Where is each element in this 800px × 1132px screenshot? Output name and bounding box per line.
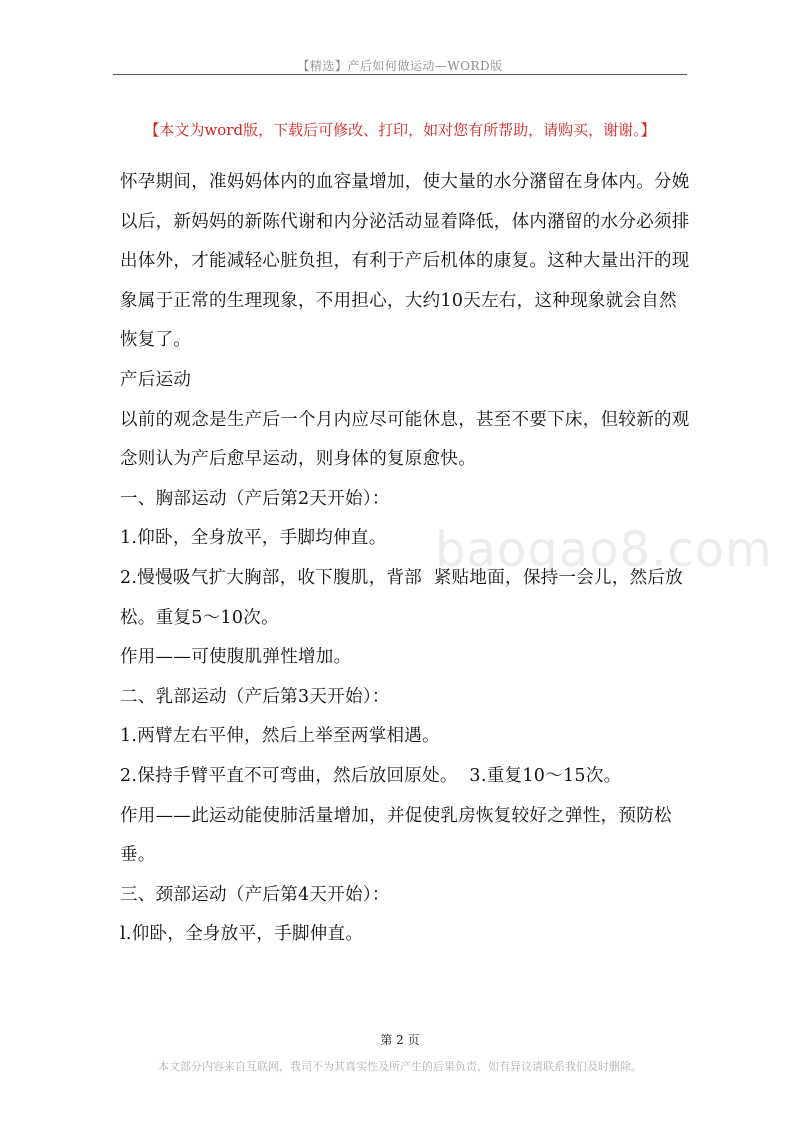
word-version-notice: 【本文为word版，下载后可修改、打印，如对您有所帮助，请购买，谢谢。】	[144, 121, 656, 139]
exercise-step: 1.仰卧，全身放平，手脚均伸直。	[120, 528, 387, 549]
page-number: 第 2 页	[380, 1033, 420, 1047]
exercise-step: l.仰卧，全身放平，手脚伸直。	[120, 924, 364, 945]
exercise-step: 2.保持手臂平直不可弯曲，然后放回原处。 3.重复10～15次。	[120, 765, 622, 786]
exercise-heading-breast: 二、乳部运动（产后第3天开始）：	[120, 686, 390, 707]
footer-disclaimer: 本文部分内容来自互联网，我司不为其真实性及所产生的后果负责，如有异议请联系我们及时删除。	[158, 1060, 642, 1073]
exercise-heading-neck: 三、颈部运动（产后第4天开始）：	[120, 884, 390, 905]
paragraph-intro: 怀孕期间，准妈妈体内的血容量增加，使大量的水分潴留在身体内。分娩以后，新妈妈的新陈代谢和内分泌活动显着降低，体内潴留的水分必须排出体外，才能减轻心脏负担，有利于产后机体的康复。这种大量出汗的现象属于正常的生理现象，不用担心，大约10天左右，这种现象就会自然恢复了。	[120, 172, 690, 351]
watermark-logo: baogao8.com	[435, 522, 773, 578]
header-divider	[113, 74, 687, 75]
header-title: 【精选】产后如何做运动—WORD版	[297, 59, 503, 73]
document-body	[120, 163, 690, 955]
exercise-heading-chest: 一、胸部运动（产后第2天开始）：	[120, 488, 390, 509]
exercise-effect: 作用——此运动能使肺活量增加，并促使乳房恢复较好之弹性，预防松垂。	[120, 805, 672, 866]
exercise-step: 2.慢慢吸气扩大胸部，收下腹肌，背部 紧贴地面，保持一会儿，然后放松。重复5～10次。	[120, 567, 684, 628]
paragraph-concept: 以前的观念是生产后一个月内应尽可能休息，甚至不要下床，但较新的观念则认为产后愈早运动，则身体的复原愈快。	[120, 409, 690, 470]
section-heading: 产后运动	[120, 369, 192, 390]
exercise-effect: 作用——可使腹肌弹性增加。	[120, 647, 352, 668]
exercise-step: 1.两臂左右平伸，然后上举至两掌相遇。	[120, 726, 440, 747]
